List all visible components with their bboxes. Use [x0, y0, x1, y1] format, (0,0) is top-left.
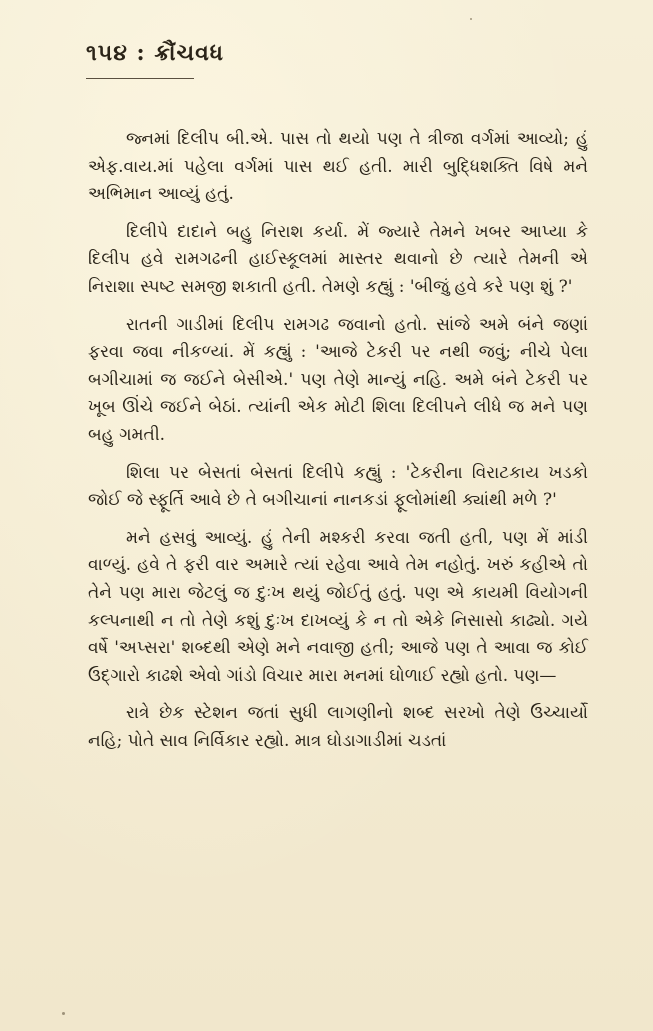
- header-underline: [86, 78, 194, 79]
- paragraph: શિલા પર બેસતાં બેસતાં દિલીપે કહ્યું : 'ટેકરીના વિરાટકાય ખડકો જોઈ જે સ્ફૂર્તિ આવે છે તે બગીચાનાં નાનકડાં ફૂલોમાંથી ક્યાંથી મળે ?': [88, 462, 588, 511]
- paragraph: મને હસવું આવ્યું. હું તેની મશ્કરી કરવા જતી હતી, પણ મેં માંડી વાળ્યું. હવે તે ફરી વાર અમારે ત્યાં રહેવા આવે તેમ નહોતું. ખરું કહીએ તો તેને પણ મારા જેટલું જ દુઃખ થયું જોઈતું હતું. પણ એ કાયમી વિયોગની કલ્પનાથી ન તો તેણે કશું દુઃખ દાખવ્યું કે ન તો એકે નિસાસો કાઢ્યો. ગયે વર્ષે 'અપ્સરા' શબ્દથી એણે મને નવાજી હતી; આજે પણ તે આવા જ કોઈ ઉદ્ગારો કાઢશે એવો ગાંડો વિચાર મારા મનમાં ઘોળાઈ રહ્યો હતો. પણ—: [88, 527, 588, 686]
- paragraph: દિલીપે દાદાને બહુ નિરાશ કર્યા. મેં જ્યારે તેમને ખબર આપ્યા કે દિલીપ હવે રામગઢની હાઈસ્કૂલમાં માસ્તર થવાનો છે ત્યારે તેમની એ નિરાશા સ્પષ્ટ સમજી શકાતી હતી. તેમણે કહ્યું : 'બીજું હવે કરે પણ શું ?': [88, 221, 588, 297]
- body-text: [88, 126, 588, 755]
- paragraph: જ્નમાં દિલીપ બી.એ. પાસ તો થયો પણ તે ત્રીજા વર્ગમાં આવ્યો; હું એફ.વાય.માં પહેલા વર્ગમાં પાસ થઈ હતી. મારી બુદ્ધિશક્તિ વિષે મને અભિમાન આવ્યું હતું.: [88, 129, 588, 205]
- running-head: ૧૫૪ : ક્રૌંચવધ: [86, 40, 225, 66]
- paper-speck: [470, 18, 472, 20]
- paper-speck: [62, 1012, 65, 1015]
- paragraph: રાત્રે છેક સ્ટેશન જતાં સુધી લાગણીનો શબ્દ સરખો તેણે ઉચ્ચાર્યો નહિ; પોતે સાવ નિર્વિકાર રહ્યો. માત્ર ઘોડાગાડીમાં ચડતાં: [88, 703, 588, 751]
- paragraph: રાતની ગાડીમાં દિલીપ રામગઢ જવાનો હતો. સાંજે અમે બંને જણાં ફરવા જવા નીકળ્યાં. મેં કહ્યું : 'આજે ટેકરી પર નથી જવું; નીચે પેલા બગીચામાં જ જઈને બેસીએ.' પણ તેણે માન્યું નહિ. અમે બંને ટેકરી પર ખૂબ ઊંચે જઈને બેઠાં. ત્યાંની એક મોટી શિલા દિલીપને લીધે જ મને પણ બહુ ગમતી.: [88, 314, 588, 445]
